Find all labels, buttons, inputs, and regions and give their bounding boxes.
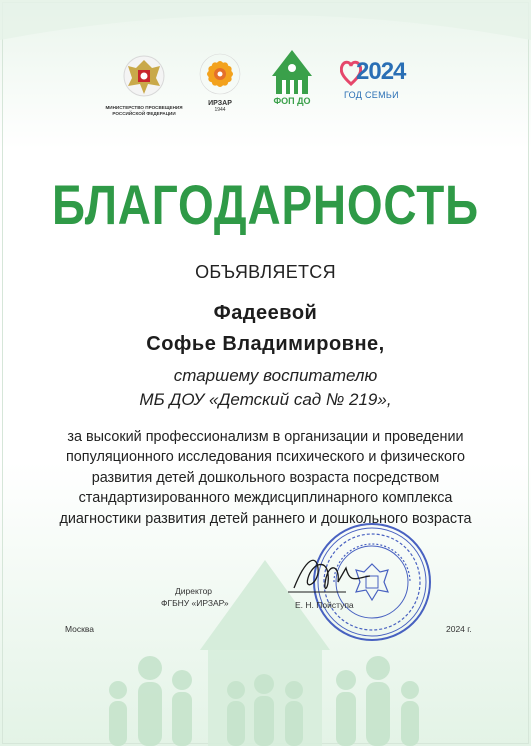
year-logo-number: 2024: [356, 58, 406, 85]
description-line: диагностики развития детей раннего и дошкольного возраста: [59, 510, 472, 527]
irzar-logo: [190, 48, 250, 118]
ministry-caption: МИНИСТЕРСТВО ПРОСВЕЩЕНИЯ РОССИЙСКОЙ ФЕДЕРАЦИИ: [105, 105, 183, 116]
irzar-flower-icon: [190, 48, 250, 100]
certificate-title: БЛАГОДАРНОСТЬ: [52, 173, 479, 236]
fop-house-icon: [262, 46, 322, 96]
fop-caption: ФОП ДО: [273, 96, 311, 106]
director-name: Е. Н. Пойступа: [295, 600, 354, 610]
director-org: ФГБНУ «ИРЗАР»: [161, 598, 229, 608]
director-title: Директор: [175, 586, 213, 596]
eagle-emblem-icon: [122, 54, 166, 98]
year-label: 2024 г.: [446, 624, 472, 634]
recipient-surname: Фадеевой: [213, 302, 318, 324]
director-signature: [286, 548, 376, 608]
logos-row: [0, 0, 531, 130]
director-block: [161, 585, 229, 609]
recipient-organization: МБ ДОУ «Детский сад № 219»,: [139, 390, 392, 409]
recipient-given-names: Софье Владимировне,: [146, 333, 385, 355]
description-line: за высокий профессионализм в организации и проведении: [67, 429, 464, 445]
year-logo-caption: ГОД СЕМЬИ: [344, 90, 399, 100]
irzar-year: 1944: [214, 107, 226, 113]
irzar-name: ИРЗАР: [208, 100, 232, 107]
description-line: популяционного исследования психического и физического: [66, 449, 465, 466]
announce-label: ОБЪЯВЛЯЕТСЯ: [195, 262, 336, 282]
description-line: развития детей дошкольного возраста посредством: [91, 469, 440, 486]
year-of-family-logo: [340, 58, 414, 108]
recipient-position: старшему воспитателю: [173, 366, 378, 385]
description-line: стандартизированного междисциплинарного комплекса: [78, 490, 453, 507]
fop-logo: [262, 46, 322, 116]
ministry-logo: [104, 54, 184, 116]
award-description: [0, 427, 531, 529]
city-label: Москва: [65, 624, 95, 634]
irzar-caption: [190, 100, 250, 113]
